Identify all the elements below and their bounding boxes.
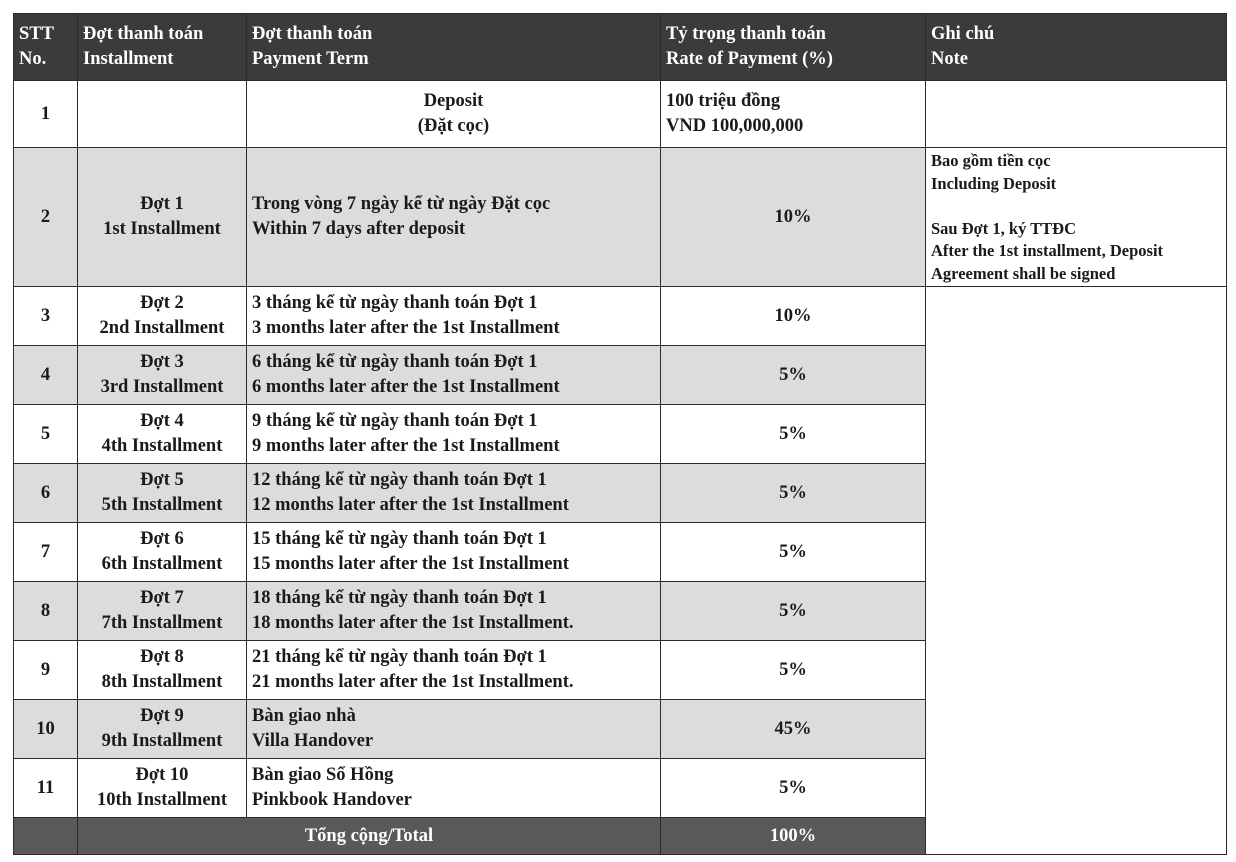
term-line: 6 tháng kể từ ngày thanh toán Đợt 1 [252, 352, 538, 372]
header-rate-vi: Tỷ trọng thanh toán [666, 24, 826, 44]
row-no: 10 [14, 700, 78, 759]
row-installment [78, 700, 247, 759]
deposit-rate [661, 81, 926, 148]
row-installment [78, 346, 247, 405]
note-line: Including Deposit [931, 173, 1057, 193]
row-rate: 5% [661, 759, 926, 818]
term-line: Pinkbook Handover [252, 790, 412, 810]
term-line: Within 7 days after deposit [252, 219, 466, 239]
term-line: Trong vòng 7 ngày kể từ ngày Đặt cọc [252, 194, 551, 214]
term-line: Bàn giao nhà [252, 706, 356, 726]
header-installment [78, 14, 247, 81]
term-line: 18 tháng kể từ ngày thanh toán Đợt 1 [252, 588, 547, 608]
row-term [247, 523, 661, 582]
header-no-vi: STT [19, 24, 54, 44]
header-term [247, 14, 661, 81]
installment-line: 2nd Installment [99, 318, 225, 338]
row-rate: 5% [661, 582, 926, 641]
deposit-rate-vi: 100 triệu đồng [666, 91, 781, 111]
header-no-en: No. [19, 49, 47, 69]
header-term-en: Payment Term [252, 49, 369, 69]
installment-line: 3rd Installment [100, 377, 224, 397]
header-rate [661, 14, 926, 81]
row-term [247, 287, 661, 346]
installment-line: Đợt 7 [140, 588, 184, 608]
total-no [14, 818, 78, 855]
deposit-term [247, 81, 661, 148]
payment-schedule-table [13, 13, 1227, 855]
header-rate-en: Rate of Payment (%) [666, 49, 833, 69]
row-no: 7 [14, 523, 78, 582]
installment-line: Đợt 4 [140, 411, 184, 431]
note-line [931, 195, 1221, 218]
row-rate: 5% [661, 523, 926, 582]
row-term [247, 464, 661, 523]
header-note [926, 14, 1227, 81]
deposit-no: 1 [14, 81, 78, 148]
installment-line: Đợt 5 [140, 470, 184, 490]
installment-line: Đợt 8 [140, 647, 184, 667]
header-note-vi: Ghi chú [931, 24, 995, 44]
term-line: 12 months later after the 1st Installment [252, 495, 569, 515]
installment-line: Đợt 2 [140, 293, 184, 313]
installment-line: Đợt 9 [140, 706, 184, 726]
term-line: 9 tháng kể từ ngày thanh toán Đợt 1 [252, 411, 538, 431]
row-rate: 10% [661, 148, 926, 287]
term-line: 12 tháng kể từ ngày thanh toán Đợt 1 [252, 470, 547, 490]
row-installment [78, 582, 247, 641]
row-rate: 10% [661, 287, 926, 346]
deposit-term-vi: (Đặt cọc) [417, 116, 490, 136]
row-no: 2 [14, 148, 78, 287]
row-rate: 5% [661, 464, 926, 523]
row-installment [78, 523, 247, 582]
installment-line: 9th Installment [101, 731, 223, 751]
term-line: 18 months later after the 1st Installment. [252, 613, 574, 633]
row-term [247, 759, 661, 818]
row-term [247, 405, 661, 464]
note-including-deposit [926, 148, 1227, 287]
term-line: Villa Handover [252, 731, 374, 751]
row-no: 6 [14, 464, 78, 523]
installment-line: 4th Installment [101, 436, 223, 456]
note-line: After the 1st installment, Deposit [931, 241, 1164, 260]
row-no: 11 [14, 759, 78, 818]
deposit-note [926, 81, 1227, 148]
installment-line: Đợt 10 [135, 765, 189, 785]
row-installment [78, 287, 247, 346]
row-term [247, 700, 661, 759]
row-term [247, 582, 661, 641]
note-line: Sau Đợt 1, ký TTĐC [931, 218, 1076, 238]
installment-line: 10th Installment [96, 790, 228, 810]
installment-line: Đợt 3 [140, 352, 184, 372]
installment-line: Đợt 6 [140, 529, 184, 549]
header-note-en: Note [931, 49, 968, 69]
installment-line: 8th Installment [101, 672, 223, 692]
installment-line: 7th Installment [101, 613, 223, 633]
installment-line: Đợt 1 [140, 194, 184, 214]
term-line: Bàn giao Sổ Hồng [252, 765, 394, 785]
row-no: 3 [14, 287, 78, 346]
row-installment [78, 148, 247, 287]
header-installment-en: Installment [83, 49, 174, 69]
term-line: 21 months later after the 1st Installment. [252, 672, 574, 692]
deposit-row [14, 81, 1227, 148]
term-line: 3 months later after the 1st Installment [252, 318, 560, 338]
note-line: Bao gồm tiền cọc [931, 151, 1051, 170]
row-installment [78, 464, 247, 523]
table-row [14, 287, 1227, 346]
row-rate: 45% [661, 700, 926, 759]
installment-line: 5th Installment [101, 495, 223, 515]
note-empty [926, 287, 1227, 855]
table-row [14, 148, 1227, 287]
row-rate: 5% [661, 641, 926, 700]
row-term [247, 148, 661, 287]
header-installment-vi: Đợt thanh toán [83, 24, 204, 44]
row-rate: 5% [661, 405, 926, 464]
row-no: 8 [14, 582, 78, 641]
installment-line: 1st Installment [103, 219, 221, 239]
row-no: 4 [14, 346, 78, 405]
row-no: 9 [14, 641, 78, 700]
row-rate: 5% [661, 346, 926, 405]
total-rate: 100% [661, 818, 926, 855]
total-label: Tổng cộng/Total [78, 818, 661, 855]
term-line: 6 months later after the 1st Installment [252, 377, 560, 397]
row-term [247, 346, 661, 405]
header-no [14, 14, 78, 81]
term-line: 15 tháng kể từ ngày thanh toán Đợt 1 [252, 529, 547, 549]
row-no: 5 [14, 405, 78, 464]
row-term [247, 641, 661, 700]
term-line: 15 months later after the 1st Installment [252, 554, 569, 574]
row-installment [78, 759, 247, 818]
header-term-vi: Đợt thanh toán [252, 24, 373, 44]
term-line: 9 months later after the 1st Installment [252, 436, 560, 456]
term-line: 21 tháng kể từ ngày thanh toán Đợt 1 [252, 647, 547, 667]
note-line: Agreement shall be signed [931, 263, 1116, 283]
deposit-rate-en: VND 100,000,000 [666, 116, 804, 136]
row-installment [78, 405, 247, 464]
row-installment [78, 641, 247, 700]
term-line: 3 tháng kể từ ngày thanh toán Đợt 1 [252, 293, 538, 313]
deposit-term-en: Deposit [423, 91, 484, 111]
deposit-installment [78, 81, 247, 148]
header-row [14, 14, 1227, 81]
installment-line: 6th Installment [101, 554, 223, 574]
